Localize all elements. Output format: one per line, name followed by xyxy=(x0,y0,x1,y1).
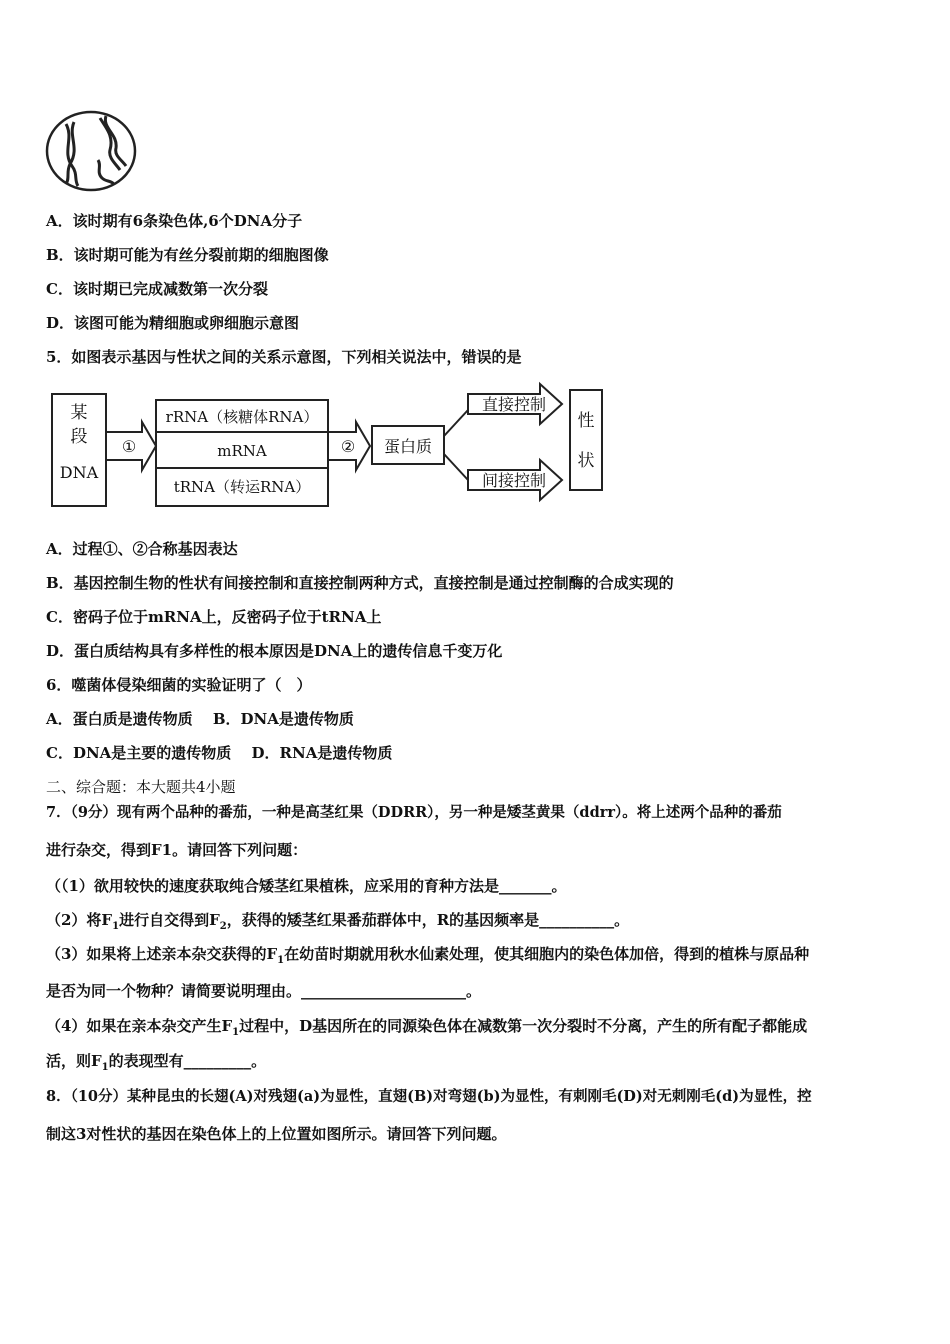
q7-part1: （（1）欲用较快的速度获取纯合矮茎红果植株，应采用的育种方法是_______。 xyxy=(46,877,567,895)
trna-label: tRNA（转运RNA） xyxy=(173,478,311,496)
q8-line1: 8．（10分）某种昆虫的长翅(A)对残翅(a)为显性，直翅(B)对弯翅(b)为显性，有刺刚毛(D)对无刺刚毛(d)为显性，控 xyxy=(46,1088,812,1105)
q7-stem-line1: 7．（9分）现有两个品种的番茄，一种是高茎红果（DDRR），另一种是矮茎黄果（ddrr）。将上述两个品种的番茄 xyxy=(46,804,782,821)
dna-label-3: DNA xyxy=(59,463,99,482)
q4-option-a: A．该时期有6条染色体,6个DNA分子 xyxy=(46,212,303,230)
q5-option-d: D．蛋白质结构具有多样性的根本原因是DNA上的遗传信息千变万化 xyxy=(46,642,503,660)
gene-trait-diagram xyxy=(50,380,610,512)
step2-label: ② xyxy=(340,437,356,456)
q7-part4-line2: 活，则$F_1$的表现型有_________。 xyxy=(46,1052,267,1073)
q5-option-c: C．密码子位于mRNA上，反密码子位于tRNA上 xyxy=(46,608,382,626)
indirect-label: 间接控制 xyxy=(481,471,547,490)
q7-stem-line2: 进行杂交，得到F1。请回答下列问题： xyxy=(46,841,308,859)
q8-line2: 制这3对性状的基因在染色体上的上位置如图所示。请回答下列问题。 xyxy=(46,1125,507,1143)
mrna-label: mRNA xyxy=(217,442,267,460)
q7-part3-line2: 是否为同一个物种？请简要说明理由。______________________。 xyxy=(46,982,482,1000)
q7-part4: （4）如果在亲本杂交产生$F_1$过程中，D基因所在的同源染色体在减数第一次分裂时不分离，产生的所有配子都能成 xyxy=(46,1017,808,1038)
q4-option-d: D．该图可能为精细胞或卵细胞示意图 xyxy=(46,314,300,332)
q7-part3: （3）如果将上述亲本杂交获得的$F_1$在幼苗时期就用秋水仙素处理，使其细胞内的染色体加倍，得到的植株与原品种 xyxy=(46,945,810,966)
dna-label-2: 段 xyxy=(70,427,88,447)
q6-options-row1: A．蛋白质是遗传物质 B．DNA是遗传物质 xyxy=(46,710,354,728)
step1-label: ① xyxy=(121,437,137,456)
protein-label: 蛋白质 xyxy=(383,437,433,456)
q4-option-c: C．该时期已完成减数第一次分裂 xyxy=(46,280,268,298)
trait-label-1: 性 xyxy=(577,411,595,431)
section-heading: 二、综合题：本大题共4小题 xyxy=(46,778,236,796)
rrna-label: rRNA（核糖体RNA） xyxy=(165,408,319,426)
direct-label: 直接控制 xyxy=(481,395,547,414)
dna-label-1: 某 xyxy=(70,403,88,423)
q5-option-b: B．基因控制生物的性状有间接控制和直接控制两种方式，直接控制是通过控制酶的合成实现的 xyxy=(46,574,674,592)
q7-part2: （2）将$F_1$进行自交得到$F_2$，获得的矮茎红果番茄群体中，R的基因频率是__________。 xyxy=(46,911,630,932)
q6-stem: 6．噬菌体侵染细菌的实验证明了（ ） xyxy=(46,676,312,694)
q5-stem: 5．如图表示基因与性状之间的关系示意图，下列相关说法中，错误的是 xyxy=(46,348,522,366)
trait-label-2: 状 xyxy=(577,451,595,471)
q6-options-row2: C．DNA是主要的遗传物质 D．RNA是遗传物质 xyxy=(46,744,393,762)
q5-option-a: A．过程①、②合称基因表达 xyxy=(46,540,238,558)
cell-chromosome-figure xyxy=(44,108,140,194)
q4-option-b: B．该时期可能为有丝分裂前期的细胞图像 xyxy=(46,246,329,264)
